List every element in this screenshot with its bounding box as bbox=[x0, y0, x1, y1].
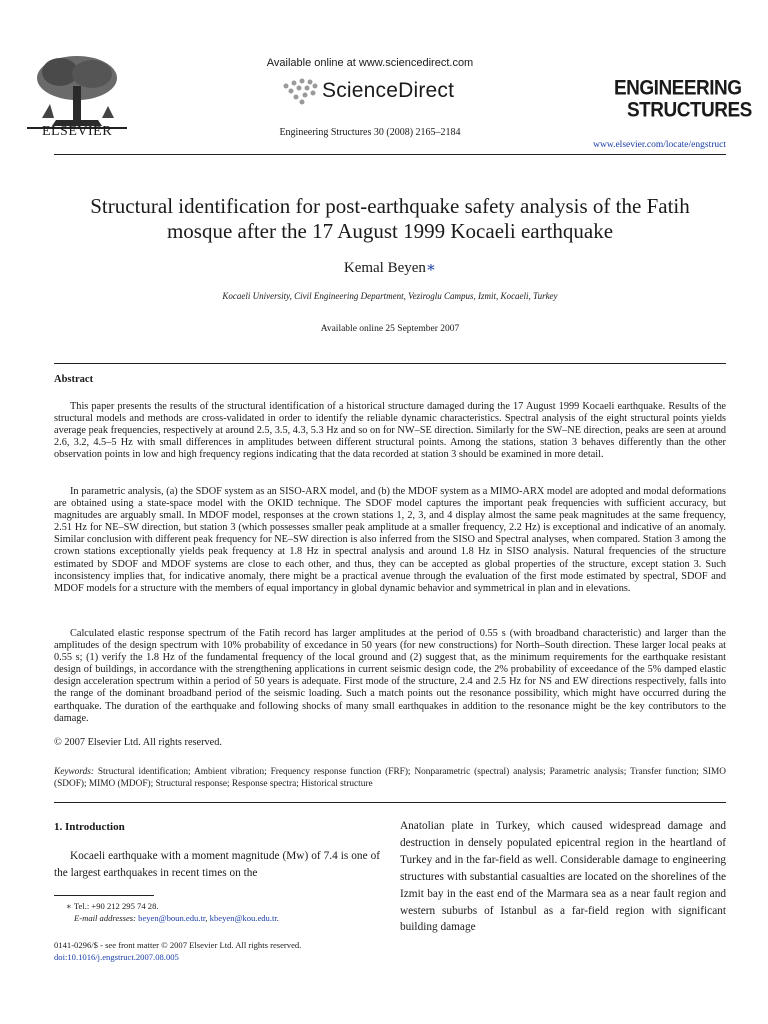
keywords-list: Structural identification; Ambient vibration; Frequency response function (FRF); Nonparametric (spectral) analysis; Parametric analysis; Transfer function; SIMO (SDOF); MIMO (MDOF); Structural response; Response spectra; Historical structure bbox=[54, 767, 726, 790]
article-title-line1: Structural identification for post-earthquake safety analysis of the Fatih bbox=[90, 194, 690, 218]
article-title-line2: mosque after the 17 August 1999 Kocaeli earthquake bbox=[166, 219, 614, 243]
available-online-date: Available online 25 September 2007 bbox=[320, 324, 460, 334]
doi-link[interactable]: doi:10.1016/j.engstruct.2007.08.005 bbox=[54, 952, 179, 962]
footnote-email bbox=[74, 913, 279, 923]
body-text-left-column: Kocaeli earthquake with a moment magnitude (Mw) of 7.4 is one of the largest earthquakes in recent times on the bbox=[54, 850, 380, 879]
abstract-heading: Abstract bbox=[54, 374, 94, 385]
email-link[interactable]: kbeyen@kou.edu.tr bbox=[209, 913, 277, 923]
journal-logo-line2: STRUCTURES bbox=[627, 98, 752, 122]
email-separator: , bbox=[205, 913, 210, 923]
journal-citation: Engineering Structures 30 (2008) 2165–2184 bbox=[279, 127, 461, 138]
email-link[interactable]: beyen@boun.edu.tr bbox=[138, 913, 206, 923]
email-end: . bbox=[276, 913, 279, 923]
header-divider bbox=[54, 154, 726, 155]
abstract-paragraph: This paper presents the results of the structural identification of a historical structure damaged during the 17 August 1999 Kocaeli earthquake. Results of the structural models and methods are cross-validated in order to identify the reliable dynamic characteristics. Spectral analysis of the eight structural points yields average peak frequencies, respectively at around 2.5, 3.5, 4.3, 5.3 Hz and so on for NW–SE direction. Similarly for the SW–NE direction, peaks are seen at around 2.6, 3.2, 4.5–5 Hz with small differences in amplitudes between different structural points. Among the stations, station 3 behaves differently than the other observation points in low and high frequency regions indicating that the data recorded at station 3 should be examined in more detail. bbox=[54, 401, 726, 461]
issn-line: 0141-0296/$ - see front matter © 2007 Elsevier Ltd. All rights reserved. bbox=[54, 940, 302, 950]
journal-url-link[interactable]: www.elsevier.com/locate/engstruct bbox=[593, 140, 726, 150]
section-heading: 1. Introduction bbox=[54, 821, 125, 833]
author-affiliation: Kocaeli University, Civil Engineering Department, Veziroglu Campus, Izmit, Kocaeli, Turkey bbox=[222, 291, 558, 301]
abstract-paragraph: In parametric analysis, (a) the SDOF system as an SISO-ARX model, and (b) the MDOF system as a MIMO-ARX model are adopted and modal deformations are obtained using a state-space model with the OKID technique. The SDOF model captures the important peak frequencies with sufficient accuracy, but magnitudes are arguably small. In MDOF model, responses at the crown stations 1, 2, 3, and 4 display almost the same peak magnitudes at the same frequency, 2.51 Hz for NE–SW direction, but station 3 (which possesses smaller peak amplitude at a smaller frequency, 2.2 Hz) is exceptional and indicative of an anomaly. Similar conclusion with different peak frequency for NE–SW direction is also inferred from the SISO and Spectral analyses, when compared. Station 3 among the crown stations exceptionally yields peak frequency at 1.8 Hz in spectral analysis and around 1.8 Hz in SISO analysis. Natural frequencies of the structure estimated by SDOF and MDOF systems are close to each other, and thus, they can be accepted as global properties of the structure, except station 3. Such inconsistency implies that, for indicative anomaly, there might be a practical avenue through the evaluation of the first mode estimated by spectral, SDOF and MDOF models for a structure with the members of equal importancy in global dynamic behavior and symmetrical in plan and in elevations. bbox=[54, 486, 726, 594]
keywords bbox=[54, 766, 726, 791]
author-name: Kemal Beyen bbox=[343, 260, 426, 276]
journal-logo-line1: ENGINEERING bbox=[614, 76, 742, 100]
abstract-paragraph: Calculated elastic response spectrum of the Fatih record has larger amplitudes at the period of 0.55 s (with broadband characteristic) and larger than the amplitudes of the design spectrum with 10% probability of excedance in 50 years (for new constructions) for North–South direction. These larger local peaks at 0.55 s; (1) verify the 1.8 Hz of the fundamental frequency of the local ground and (2) suggest that, as the minimum requirements for the earthquake resistant design of buildings, in accordance with the strengthening applications in current seismic design code, the 2% probability of exceedance of the 5% damped elastic design acceleration spectrum within a period of 50 years is adequate. First mode of the structure, 2.4 and 2.5 Hz for NS and EW directions respectively, falls into the range of the dominant broadband period of the seismic loading. Such a match points out the resonance possibility, which might have occurred during the earthquake. The duration of the earthquake and following shocks of many small earthquakes in addition to the resonance might be the key contributors to the damage. bbox=[54, 628, 726, 724]
available-online-text[interactable]: Available online at www.sciencedirect.com bbox=[266, 57, 474, 69]
author-footnote-mark[interactable]: ∗ bbox=[425, 260, 437, 276]
copyright-notice: © 2007 Elsevier Ltd. All rights reserved. bbox=[54, 737, 222, 748]
email-label: E-mail addresses: bbox=[74, 913, 136, 923]
body-text-right-column: Anatolian plate in Turkey, which caused widespread damage and destruction in densely populated epicentral region in the heartland of Turkey and in the far-field as well. Considerable damage to engineering structures with substantial casualties are located on the shorelines of the Izmit bay in the east end of the Marmara sea as a near fault region and western suburbs of Istanbul as a far-field region with significant building damage bbox=[400, 820, 726, 934]
abstract-divider bbox=[54, 363, 726, 364]
footnote-telephone: ∗ Tel.: +90 212 295 74 28. bbox=[66, 901, 159, 911]
keywords-divider bbox=[54, 802, 726, 803]
author-line bbox=[54, 258, 726, 277]
footnote-divider bbox=[54, 895, 154, 896]
publisher-name: ELSEVIER bbox=[41, 124, 113, 139]
keywords-label: Keywords: bbox=[54, 767, 94, 777]
sciencedirect-wordmark: ScienceDirect bbox=[322, 79, 455, 102]
